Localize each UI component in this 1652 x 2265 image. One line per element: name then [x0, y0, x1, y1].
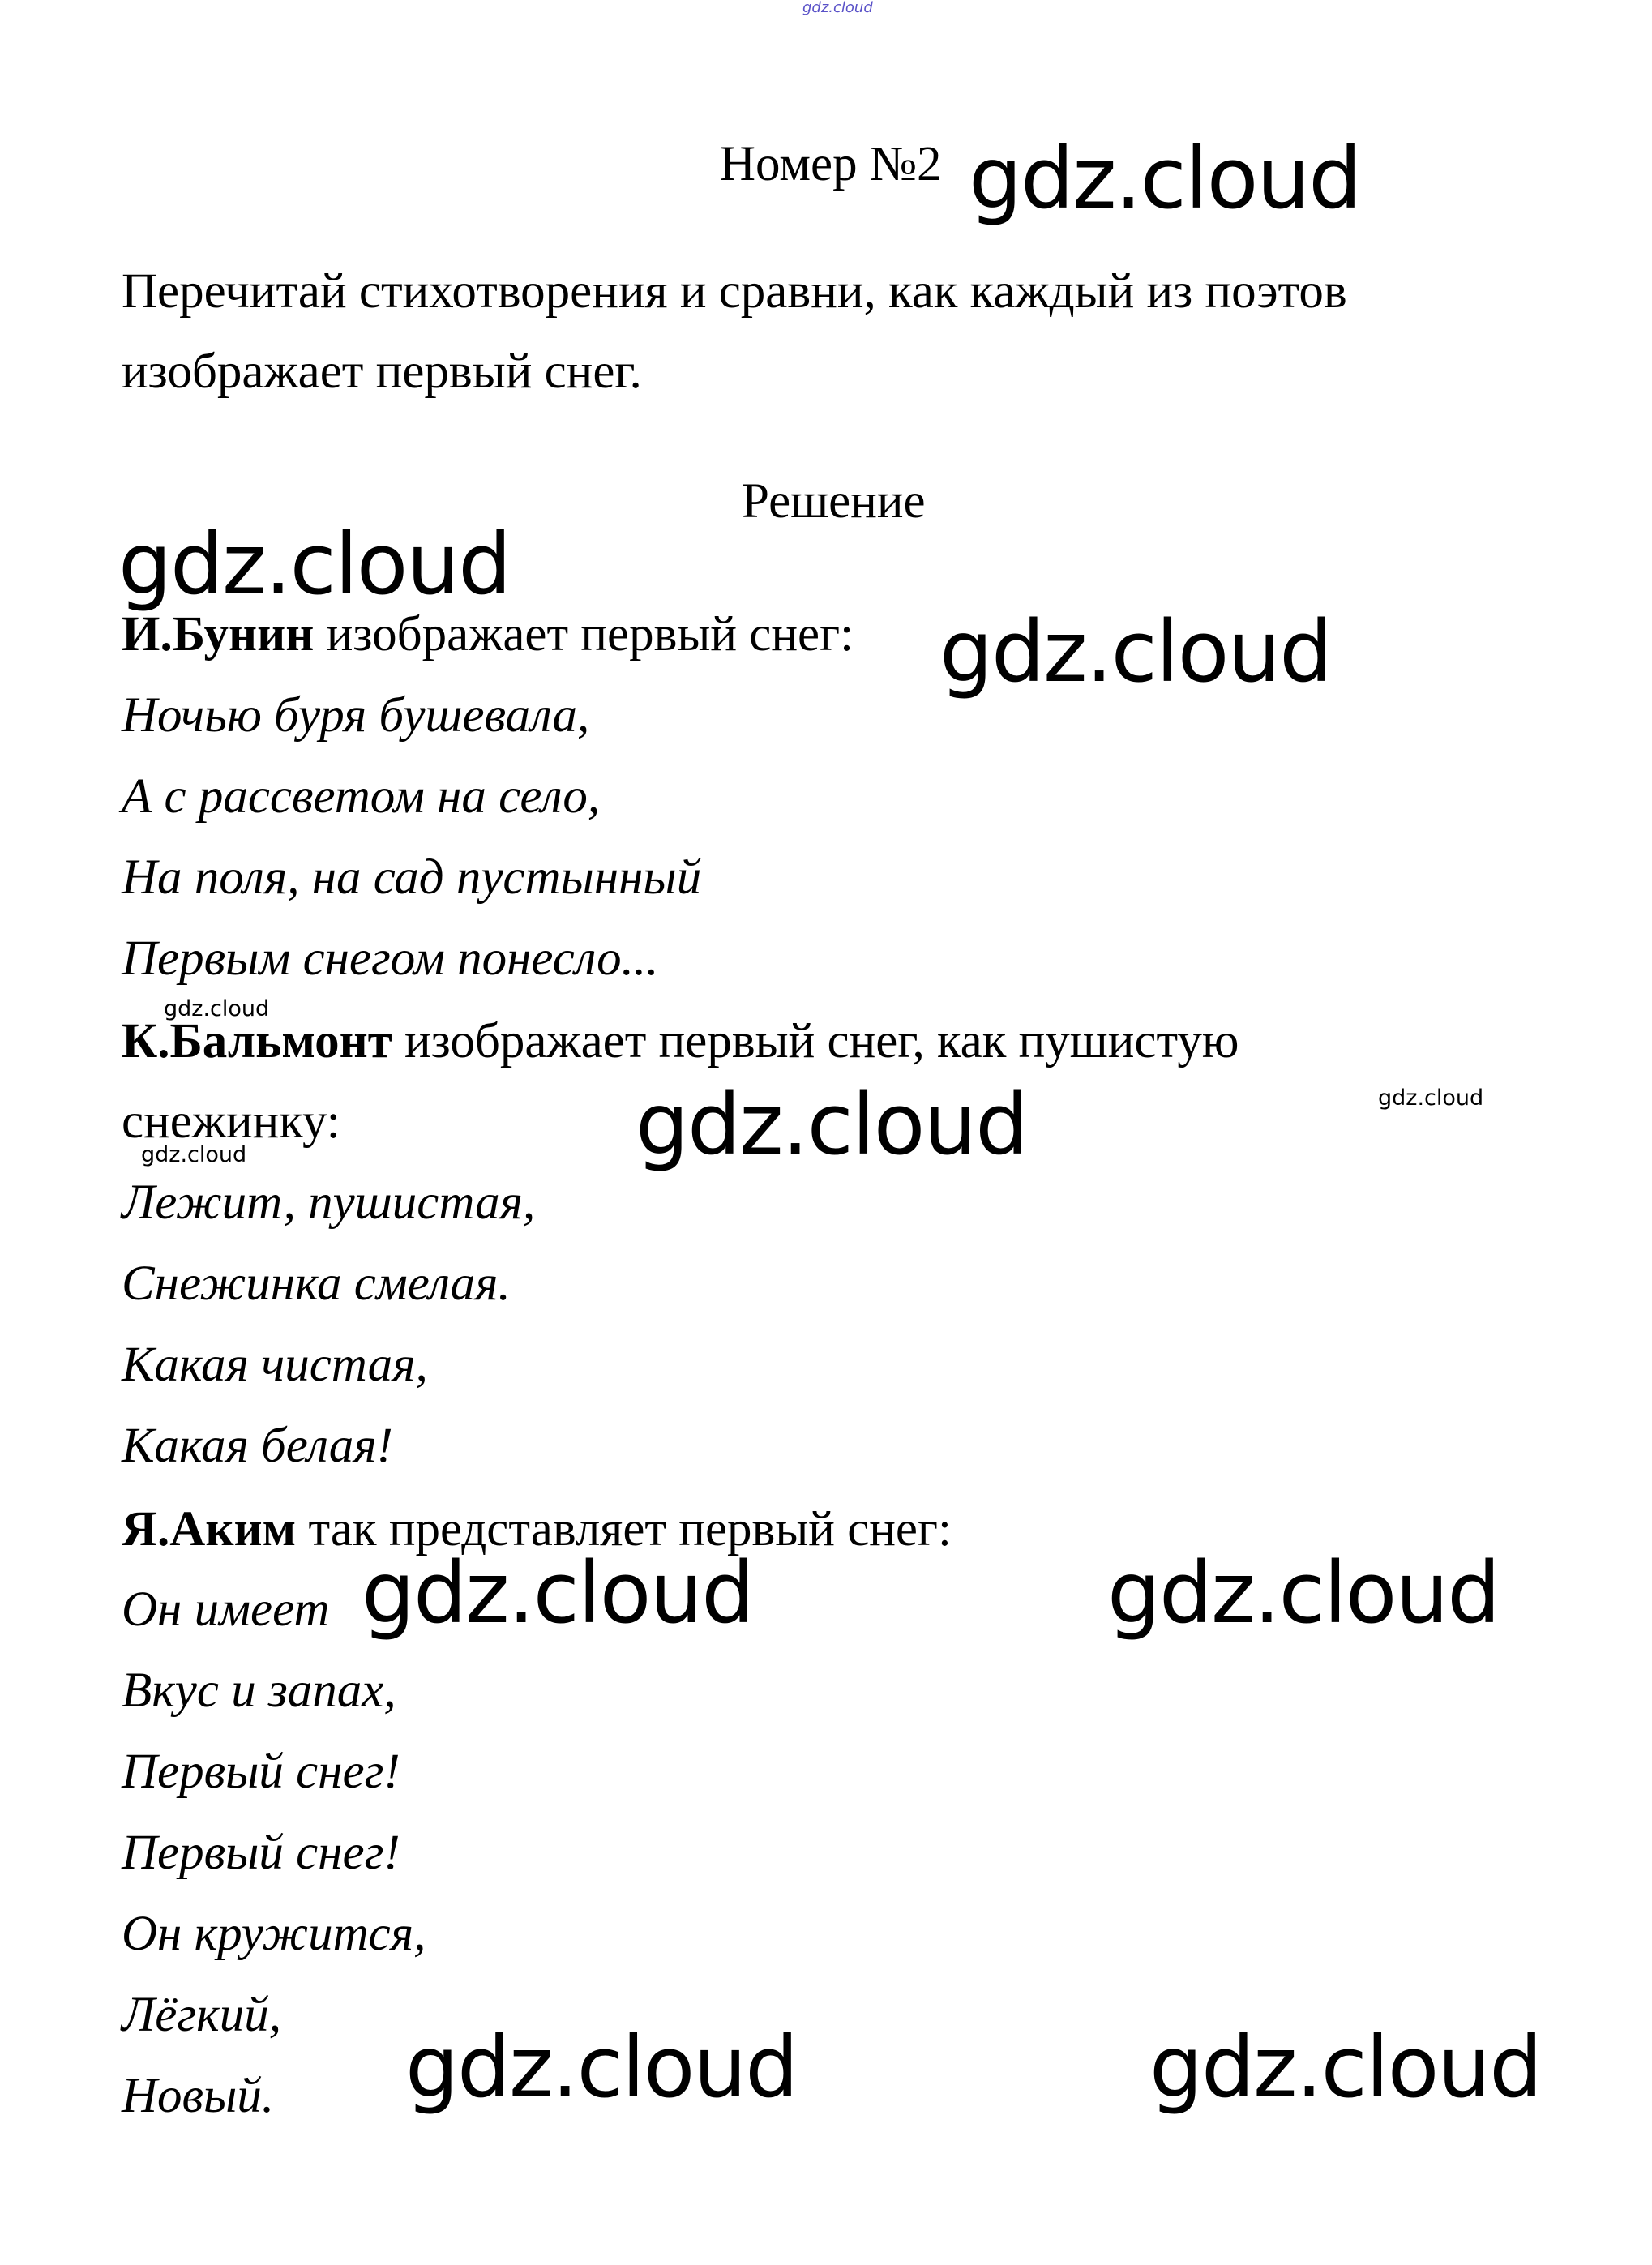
watermark: gdz.cloud — [118, 515, 511, 614]
solution-heading: Решение — [742, 474, 926, 529]
watermark: gdz.cloud — [1149, 2018, 1542, 2117]
balmont-author: К.Бальмонт — [122, 1014, 392, 1068]
bunin-verse-line: На поля, на сад пустынный — [122, 850, 702, 905]
akim-author: Я.Аким — [122, 1502, 297, 1556]
balmont-verse-line: Лежит, пушистая, — [122, 1175, 536, 1230]
task-line-2: изображает первый снег. — [122, 345, 642, 399]
watermark: gdz.cloud — [1107, 1544, 1500, 1642]
balmont-intro — [122, 1013, 1239, 1070]
akim-verse-line: Вкус и запах, — [122, 1663, 396, 1718]
watermark: gdz.cloud — [141, 1142, 247, 1167]
bunin-verse-line: А с рассветом на село, — [122, 769, 601, 824]
watermark: gdz.cloud — [1378, 1085, 1484, 1111]
balmont-intro-text: изображает первый снег, как пушистую — [392, 1014, 1239, 1068]
bunin-intro — [122, 606, 854, 663]
balmont-verse-line: Какая белая! — [122, 1419, 393, 1473]
bunin-intro-text: изображает первый снег: — [314, 607, 854, 662]
watermark: gdz.cloud — [939, 602, 1332, 701]
bunin-author: И.Бунин — [122, 607, 315, 662]
watermark: gdz.cloud — [164, 996, 270, 1021]
balmont-verse-line: Снежинка смелая. — [122, 1257, 511, 1311]
bunin-verse-line: Первым снегом понесло... — [122, 931, 659, 986]
watermark: gdz.cloud — [802, 0, 873, 16]
bunin-verse-line: Ночью буря бушевала, — [122, 688, 590, 743]
akim-verse-line: Лёгкий, — [122, 1988, 281, 2042]
watermark: gdz.cloud — [969, 129, 1361, 228]
watermark: gdz.cloud — [405, 2018, 798, 2117]
akim-intro-text: так представляет первый снег: — [296, 1502, 952, 1556]
akim-verse-line: Он кружится, — [122, 1907, 426, 1961]
akim-verse-line: Первый снег! — [122, 1826, 400, 1880]
watermark: gdz.cloud — [362, 1544, 754, 1642]
akim-verse-line: Он имеет — [122, 1582, 330, 1637]
page-title: Номер №2 — [720, 137, 942, 191]
akim-verse-line: Новый. — [122, 2069, 275, 2123]
balmont-verse-line: Какая чистая, — [122, 1338, 428, 1392]
akim-verse-line: Первый снег! — [122, 1745, 400, 1799]
watermark: gdz.cloud — [636, 1075, 1028, 1174]
balmont-intro-line-2: снежинку: — [122, 1094, 340, 1149]
task-line-1: Перечитай стихотворения и сравни, как каждый из поэтов — [122, 264, 1347, 319]
